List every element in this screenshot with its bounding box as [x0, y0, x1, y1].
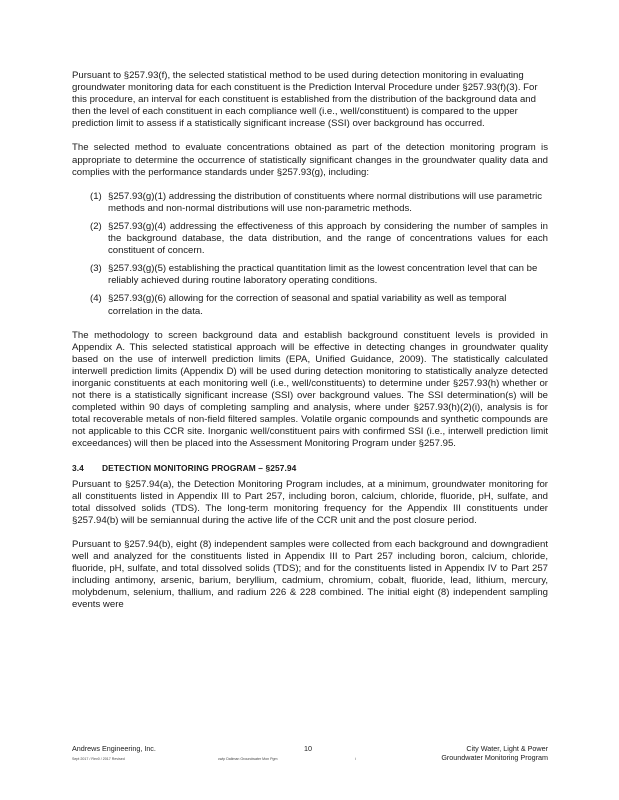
- list-item: [72, 221, 548, 257]
- list-item-text: §257.93(g)(6) allowing for the correction of seasonal and spatial variability as well as temporal correlation in the data.: [108, 293, 507, 317]
- footer-mark: i: [355, 757, 356, 761]
- list-item: [72, 293, 548, 317]
- paragraph-methodology: The methodology to screen background data and establish background constituent levels is provided in Appendix A. This selected statistical approach will be effective in detecting changes in groundwater quality based on the use of interwell prediction limits (EPA, Unified Guidance, 2009). The statistically calculated interwell prediction limits (Appendix D) will be used during detection monitoring to statistically analyze detected inorganic constituents at each monitoring well (i.e., well/constituents) to determine under §257.93(h) whether or not there is a statistically significant increase (SSI) over background values. The SSI determination(s) will be completed within 90 days of completing sampling and analysis, where under §257.93(h)(2)(i), analysis is for total recoverable metals of non-field filtered samples. Volatile organic compounds and synthetic compounds are not applicable to this CCR site. Inorganic well/constituent pairs with confirmed SSI (i.e., interwell prediction limit exceedances) will then be placed into the Assessment Monitoring Program under §257.95.: [72, 329, 548, 450]
- footer-client: City Water, Light & Power: [466, 744, 548, 753]
- list-item-number: (2): [90, 220, 102, 232]
- list-item: [72, 263, 548, 287]
- footer-client-block: [441, 744, 548, 762]
- paragraph-independent-samples: Pursuant to §257.94(b), eight (8) independent samples were collected from each background and downgradient well and analyzed for the constituents listed in Appendix III to Part 257 including boron, calcium, chloride, fluoride, pH, sulfate, and total dissolved solids (TDS); and for the constituents listed in Appendix IV to Part 257 including antimony, arsenic, barium, beryllium, cadmium, chromium, cobalt, fluoride, lead, lithium, mercury, molybdenum, selenium, thallium, and radium 226 & 228 combined. The initial eight (8) independent sampling events were: [72, 538, 548, 611]
- paragraph-selected-method: The selected method to evaluate concentrations obtained as part of the detection monitoring program is appropriate to determine the occurrence of statistically significant changes in the groundwater quality data and complies with the performance standards under §257.93(g), including:: [72, 142, 548, 178]
- footer-file-note: cwlp Dallman Groundwater Mon Pgm: [218, 757, 278, 761]
- list-item-number: (1): [90, 190, 102, 202]
- performance-standards-list: [72, 191, 548, 318]
- footer-page-number: 10: [304, 744, 312, 753]
- footer-report-title: Groundwater Monitoring Program: [441, 753, 548, 762]
- list-item-text: §257.93(g)(4) addressing the effectiveness of this approach by considering the number of samples in the background database, the data distribution, and the range of concentrations values for each constituent of concern.: [108, 220, 548, 257]
- list-item-text: §257.93(g)(1) addressing the distribution of constituents where normal distributions will use parametric methods and non-normal distributions will use non-parametric methods.: [108, 190, 543, 214]
- list-item-text: §257.93(g)(5) establishing the practical quantitation limit as the lowest concentration level that can be reliably achieved during routine laboratory operating conditions.: [108, 263, 538, 287]
- list-item: [72, 191, 548, 215]
- document-body: [72, 70, 548, 623]
- footer-company: Andrews Engineering, Inc.: [72, 744, 156, 753]
- section-title: DETECTION MONITORING PROGRAM – §257.94: [102, 462, 297, 473]
- paragraph-detection-program: Pursuant to §257.94(a), the Detection Monitoring Program includes, at a minimum, groundwater monitoring for all constituents listed in Appendix III to Part 257, including boron, calcium, chloride, fluoride, pH, sulfate, and total dissolved solids (TDS). The long-term monitoring frequency for the Appendix III constituents under §257.94(b) will be semiannual during the active life of the CCR unit and the post closure period.: [72, 478, 548, 526]
- list-item-number: (4): [90, 293, 102, 305]
- page-footer: [72, 744, 548, 774]
- section-number: 3.4: [72, 462, 84, 473]
- paragraph-statistical-method: Pursuant to §257.93(f), the selected statistical method to be used during detection monitoring in evaluating groundwater monitoring data for each constituent is the Prediction Interval Procedure under §257.93(f)(3). For this procedure, an interval for each constituent is established from the distribution of the background data and then the level of each constituent in each compliance well (i.e., well/constituent) is compared to the upper prediction limit to assess if a statistically significant increase (SSI) over background has occurred.: [72, 70, 538, 130]
- list-item-number: (3): [90, 263, 102, 275]
- section-heading: [72, 463, 548, 473]
- footer-revision-note: Sept 2017 / Rev0 / 2017 Revised: [72, 757, 125, 761]
